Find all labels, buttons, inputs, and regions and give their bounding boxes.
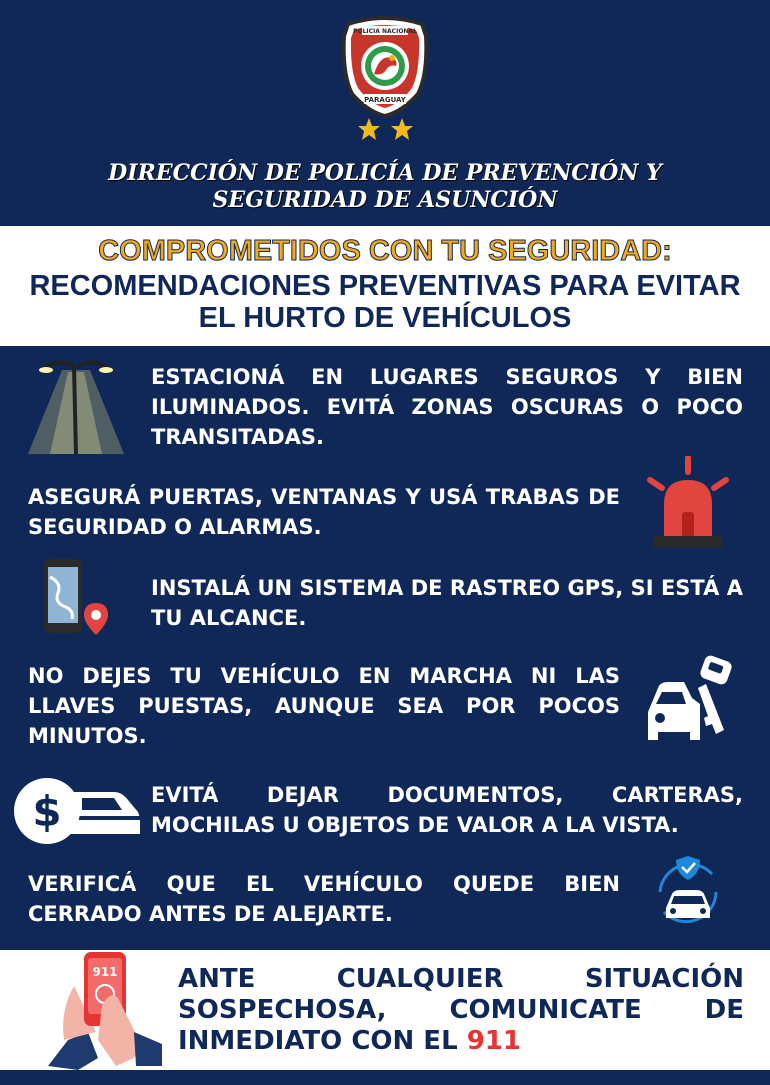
- title-line-1: COMPROMETIDOS CON TU SEGURIDAD:: [98, 235, 672, 267]
- money-car-icon: [14, 776, 142, 846]
- alarm-siren-icon: [640, 456, 736, 550]
- organization-line-1: DIRECCIÓN DE POLICÍA DE PREVENCIÓN Y: [108, 160, 662, 186]
- phone-screen-text: 911: [92, 965, 118, 979]
- tip-6-text: VERIFICÁ QUE EL VEHÍCULO QUEDE BIEN CERRADO ANTES DE ALEJARTE.: [28, 872, 620, 926]
- tip-2-text: ASEGURÁ PUERTAS, VENTANAS Y USÁ TRABAS DE SEGURIDAD O ALARMAS.: [28, 485, 620, 539]
- car-key-icon: [640, 654, 738, 746]
- footer-message-text: ANTE CUALQUIER SITUACIÓN SOSPECHOSA, COMUNICATE DE INMEDIATO CON EL: [178, 964, 744, 1056]
- organization-line-2: SEGURIDAD DE ASUNCIÓN: [212, 187, 558, 213]
- badge-top-text: POLICIA NACIONAL: [353, 28, 417, 35]
- title-band: [0, 226, 770, 346]
- phone-911-hand-icon: [38, 946, 166, 1070]
- police-badge-icon: [340, 14, 430, 118]
- secured-car-icon: [650, 852, 726, 932]
- tip-1-text: ESTACIONÁ EN LUGARES SEGUROS Y BIEN ILUMINADOS. EVITÁ ZONAS OSCURAS O POCO TRANSITADAS.: [151, 365, 743, 449]
- tip-3-text: INSTALÁ UN SISTEMA DE RASTREO GPS, SI ESTÁ A TU ALCANCE.: [151, 576, 743, 630]
- emergency-number: 911: [466, 1026, 521, 1056]
- title-line-3: EL HURTO DE VEHÍCULOS: [198, 302, 572, 334]
- footer-message: [178, 964, 744, 1057]
- title-main: [0, 270, 770, 334]
- badge-bottom-text: PARAGUAY: [364, 96, 406, 104]
- header: [0, 0, 770, 226]
- title-line-2: RECOMENDACIONES PREVENTIVAS PARA EVITAR: [29, 270, 741, 302]
- footer-bottom-bar: [0, 1070, 770, 1085]
- organization-name: [0, 160, 770, 214]
- stars-icon: [356, 116, 416, 144]
- svg-text:$: $: [32, 787, 62, 836]
- gps-phone-icon: [40, 557, 114, 637]
- tip-4-text: NO DEJES TU VEHÍCULO EN MARCHA NI LAS LLAVES PUESTAS, AUNQUE SEA POR POCOS MINUTOS.: [28, 664, 620, 748]
- tip-5-text: EVITÁ DEJAR DOCUMENTOS, CARTERAS, MOCHILAS U OBJETOS DE VALOR A LA VISTA.: [151, 783, 743, 837]
- street-lamp-icon: [26, 358, 126, 456]
